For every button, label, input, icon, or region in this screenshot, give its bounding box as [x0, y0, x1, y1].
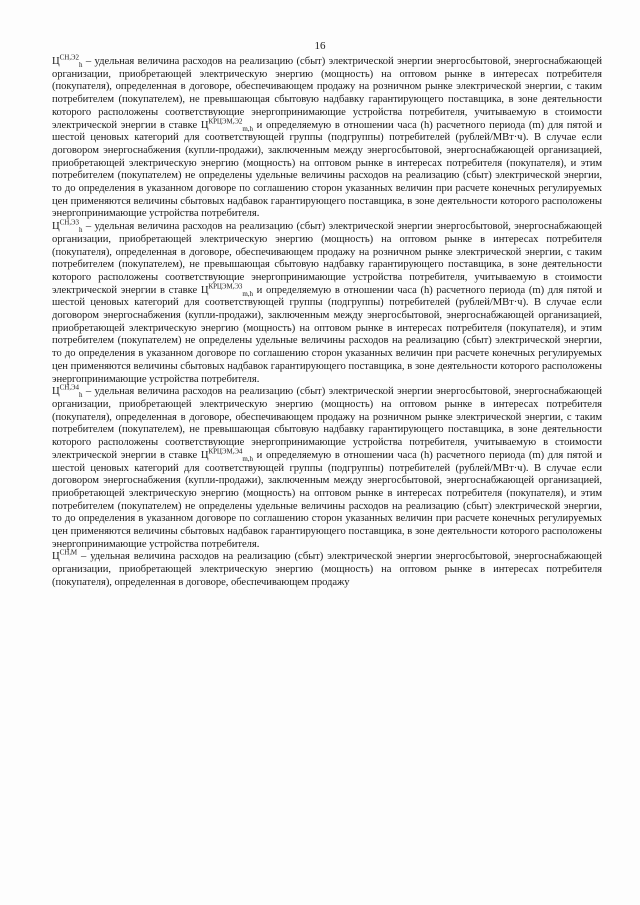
paragraph-e3 — [52, 218, 602, 386]
formula-symbol: Ц — [52, 551, 60, 563]
paragraph-text: – удельная величина расходов на реализацию (сбыт) электрической энергии энергосбытовой, энергоснабжающей организации, приобретающей электрическую энергию (мощность) на оптовом рынке в интересах потребителя (покупателя), определенная в договоре, обеспечивающем продажу на розничном рынке электрической энергии, с таким потребителем (покупателем), не превышающая сбытовую надбавку гарантирующего поставщика, в зоне деятельности которого расположены соответствующие энергопринимающие устройства потребителя, учитываемую в стоимости электрической энергии в ставке — [52, 56, 602, 131]
formula-subscript: m,h — [242, 454, 253, 463]
paragraph-text: и определяемую в отношении часа (h) расчетного периода (m) для пятой и шестой ценовых категорий для соответствующей группы (подгруппы) потребителей (рублей/МВт·ч). В случае если договором энергоснабжения (купли-продажи), заключенным между энергосбытовой, энергоснабжающей организацией, приобретающей электрическую энергию (мощность) на оптовом рынке в интересах потребителя (покупателя), и этим потребителем (покупателем) не определены удельные величины расходов на реализацию (сбыт) электрической энергии, то до определения в указанном договоре по соглашению сторон указанных величин при расчете конечных регулируемых цен применяются величины сбытовых надбавок гарантирующего поставщика, в зоне деятельности которого расположены энергопринимающие устройства потребителя. — [52, 284, 602, 385]
formula-subscript: h — [78, 226, 83, 235]
formula-superscript: СН,М — [59, 548, 78, 557]
formula-subscript: h — [78, 391, 83, 400]
formula-superscript: КРЦЭМ,Э2 — [208, 116, 243, 125]
formula-subscript: m,h — [242, 124, 253, 133]
formula-symbol: Ц — [52, 221, 60, 233]
formula-subscript: h — [78, 61, 83, 70]
formula-superscript: КРЦЭМ,Э3 — [208, 282, 243, 291]
formula-superscript: КРЦЭМ,Э4 — [208, 447, 243, 456]
paragraph-m — [52, 548, 602, 589]
formula-superscript: СН,Э4 — [59, 383, 79, 392]
paragraph-text: и определяемую в отношении часа (h) расчетного периода (m) для пятой и шестой ценовых категорий для соответствующей группы (подгруппы) потребителей (рублей/МВт·ч). В случае если договором энергоснабжения (купли-продажи), заключенным между энергосбытовой, энергоснабжающей организацией, приобретающей электрическую энергию (мощность) на оптовом рынке в интересах потребителя (покупателя), и этим потребителем (покупателем) не определены удельные величины расходов на реализацию (сбыт) электрической энергии, то до определения в указанном договоре по соглашению сторон указанных величин при расчете конечных регулируемых цен применяются величины сбытовых надбавок гарантирующего поставщика, в зоне деятельности которого расположены энергопринимающие устройства потребителя. — [52, 449, 602, 550]
paragraph-e4 — [52, 383, 602, 551]
formula-symbol: Ц — [52, 56, 60, 67]
formula-symbol: Ц — [200, 119, 209, 131]
document-body — [52, 53, 602, 590]
formula-superscript: СН,Э2 — [59, 53, 79, 62]
formula-superscript: СН,Э3 — [59, 218, 79, 227]
paragraph-text: и определяемую в отношении часа (h) расчетного периода (m) для пятой и шестой ценовых категорий для соответствующей группы (подгруппы) потребителей (рублей/МВт·ч). В случае если договором энергоснабжения (купли-продажи), заключенным между энергосбытовой, энергоснабжающей организацией, приобретающей электрическую энергию (мощность) на оптовом рынке в интересах потребителя (покупателя), и этим потребителем (покупателем) не определены удельные величины расходов на реализацию (сбыт) электрической энергии, то до определения в указанном договоре по соглашению сторон указанных величин при расчете конечных регулируемых цен применяются величины сбытовых надбавок гарантирующего поставщика, в зоне деятельности которого расположены энергопринимающие устройства потребителя. — [52, 119, 602, 220]
paragraph-text: – удельная величина расходов на реализацию (сбыт) электрической энергии энергосбытовой, энергоснабжающей организации, приобретающей электрическую энергию (мощность) на оптовом рынке в интересах потребителя (покупателя), определенная в договоре, обеспечивающем продажу на розничном рынке электрической энергии, с таким потребителем (покупателем), не превышающая сбытовую надбавку гарантирующего поставщика, в зоне деятельности которого расположены соответствующие энергопринимающие устройства потребителя, учитываемую в стоимости электрической энергии в ставке — [52, 221, 602, 296]
paragraph-text: – удельная величина расходов на реализацию (сбыт) электрической энергии энергосбытовой, энергоснабжающей организации, приобретающей электрическую энергию (мощность) на оптовом рынке в интересах потребителя (покупателя), определенная в договоре, обеспечивающем продажу на розничном рынке электрической энергии, с таким потребителем (покупателем), не превышающая сбытовую надбавку гарантирующего поставщика, в зоне деятельности которого расположены соответствующие энергопринимающие устройства потребителя, учитываемую в стоимости электрической энергии в ставке — [52, 386, 602, 461]
page-number: 16 — [314, 40, 326, 52]
formula-symbol: Ц — [52, 386, 60, 398]
formula-subscript: m,h — [242, 289, 253, 298]
formula-symbol: Ц — [200, 449, 209, 461]
formula-symbol: Ц — [200, 284, 209, 296]
paragraph-text: – удельная величина расходов на реализацию (сбыт) электрической энергии энергосбытовой, энергоснабжающей организации, приобретающей электрическую энергию (мощность) на оптовом рынке в интересах потребителя (покупателя), определенная в договоре, обеспечивающем продажу — [52, 551, 602, 588]
paragraph-e2 — [52, 53, 602, 221]
